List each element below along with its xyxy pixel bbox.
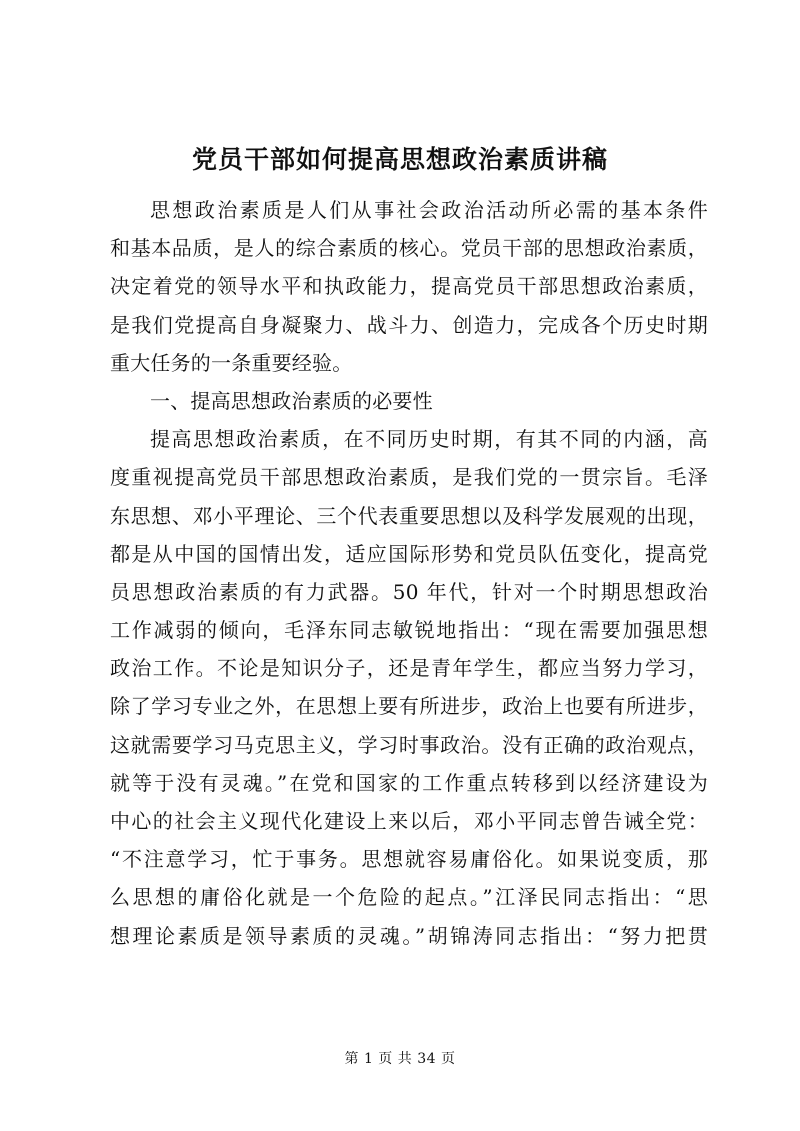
paragraph-line: “不注意学习，忙于事务。思想就容易庸俗化。如果说变质，那: [110, 847, 708, 872]
section-heading: 一、提高思想政治素质的必要性: [150, 388, 433, 413]
document-title: 党员干部如何提高思想政治素质讲稿: [191, 145, 608, 174]
paragraph-line: 是我们党提高自身凝聚力、战斗力、创造力，完成各个历史时期: [110, 312, 708, 337]
paragraph-line: 度重视提高党员干部思想政治素质，是我们党的一贯宗旨。毛泽: [110, 465, 708, 490]
paragraph-line: 中心的社会主义现代化建设上来以后，邓小平同志曾告诫全党：: [110, 809, 708, 833]
paragraph-line: 提高思想政治素质，在不同历史时期，有其不同的内涵，高: [150, 427, 708, 452]
paragraph-line: 政治工作。不论是知识分子，还是青年学生，都应当努力学习，: [110, 656, 708, 681]
paragraph-line: 这就需要学习马克思主义，学习时事政治。没有正确的政治观点，: [110, 732, 708, 757]
paragraph-line: 思想政治素质是人们从事社会政治活动所必需的基本条件: [150, 198, 708, 222]
paragraph-line: 东思想、邓小平理论、三个代表重要思想以及科学发展观的出现，: [110, 503, 708, 528]
paragraph-line: 和基本品质，是人的综合素质的核心。党员干部的思想政治素质，: [110, 236, 708, 261]
document-body: [110, 191, 708, 955]
paragraph-line: 员思想政治素质的有力武器。50 年代，针对一个时期思想政治: [110, 579, 708, 604]
paragraph-line: 工作减弱的倾向，毛泽东同志敏锐地指出：“现在需要加强思想: [110, 618, 708, 643]
page-number-footer: 第 1 页 共 34 页: [344, 1051, 456, 1067]
paragraph-line: 决定着党的领导水平和执政能力，提高党员干部思想政治素质，: [110, 274, 708, 299]
paragraph-line: 想理论素质是领导素质的灵魂。”胡锦涛同志指出：“努力把贯: [110, 923, 708, 948]
paragraph-line: 就等于没有灵魂。”在党和国家的工作重点转移到以经济建设为: [110, 770, 708, 795]
paragraph-line: 都是从中国的国情出发，适应国际形势和党员队伍变化，提高党: [110, 541, 708, 566]
paragraph-line: 除了学习专业之外，在思想上要有所进步，政治上也要有所进步，: [110, 694, 708, 719]
paragraph-line: 重大任务的一条重要经验。: [110, 350, 353, 375]
paragraph-line: 么思想的庸俗化就是一个危险的起点。”江泽民同志指出：“思: [110, 885, 708, 910]
